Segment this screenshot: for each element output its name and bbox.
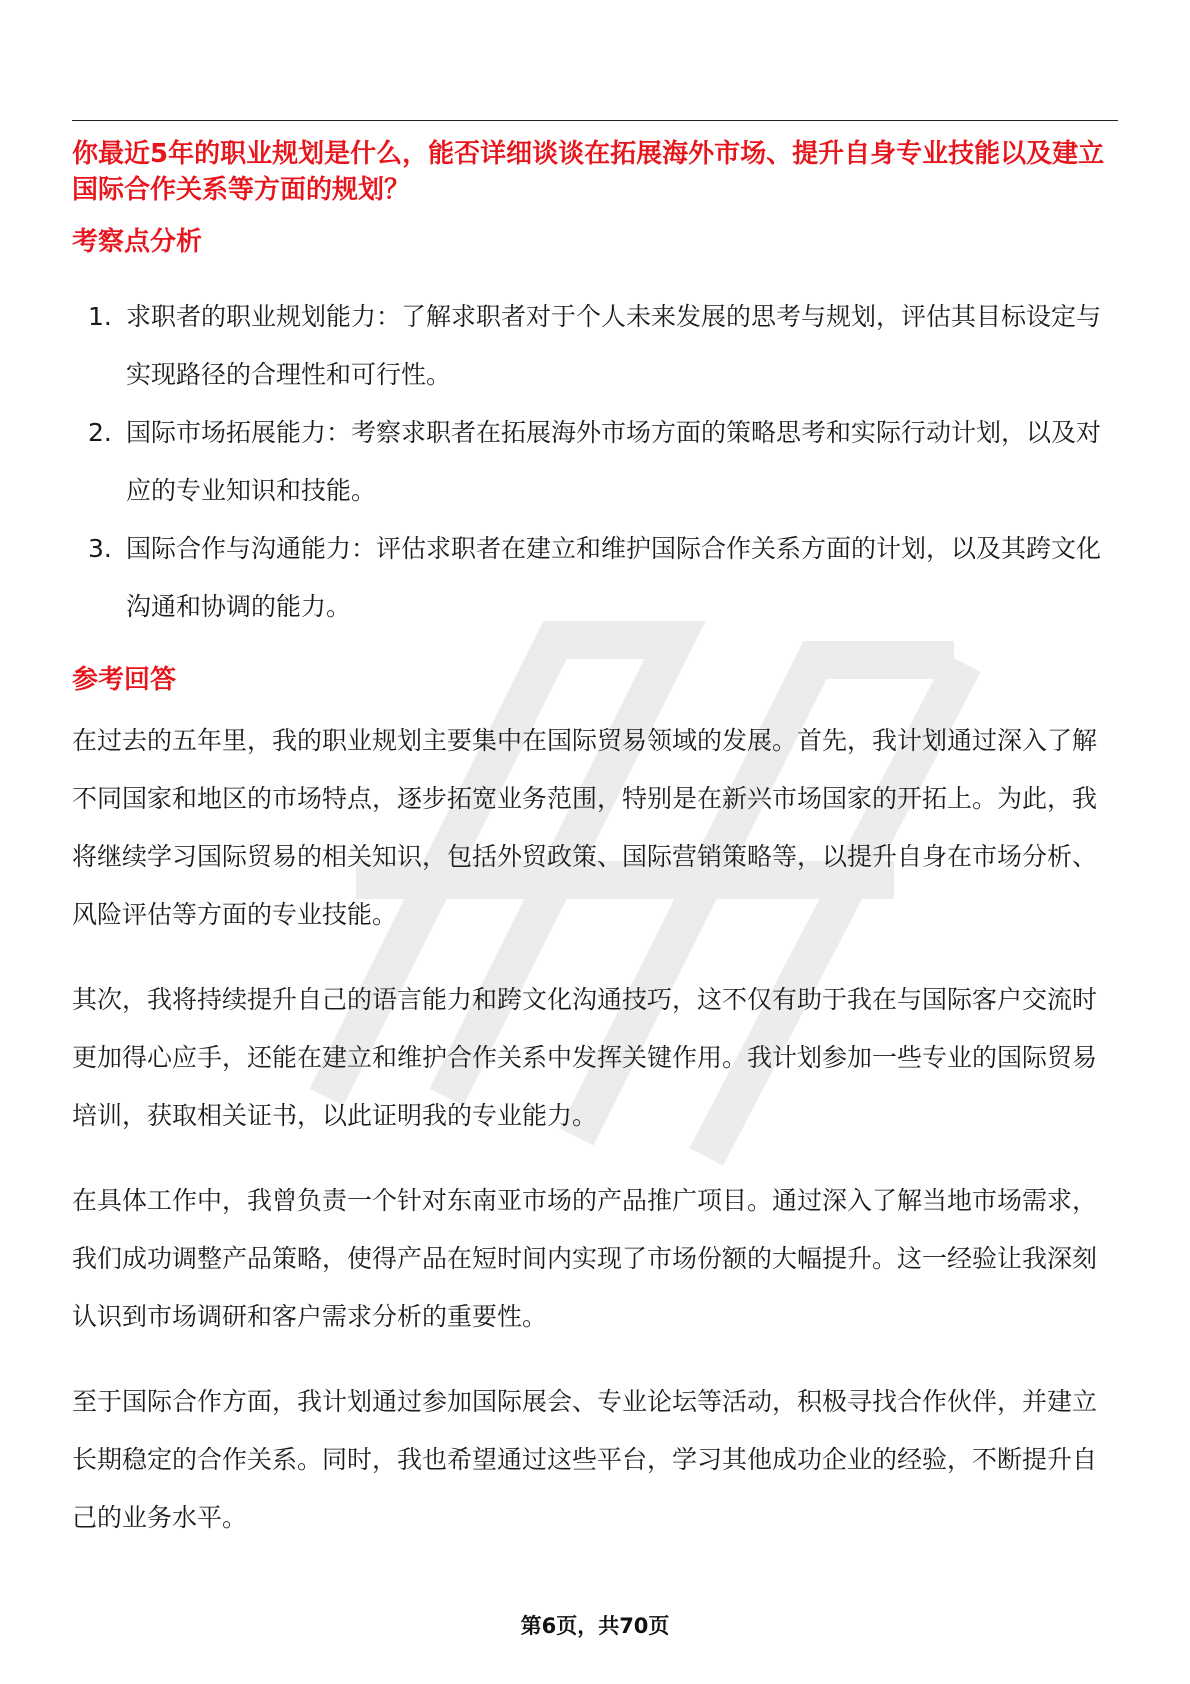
point-number: 1. [88,302,112,331]
point-text: 求职者的职业规划能力：了解求职者对于个人未来发展的思考与规划，评估其目标设定与实现路径的合理性和可行性。 [126,302,1102,389]
answer-paragraph: 在具体工作中，我曾负责一个针对东南亚市场的产品推广项目。通过深入了解当地市场需求，我们成功调整产品策略，使得产品在短时间内实现了市场份额的大幅提升。这一经验让我深刻认识到市场调研和客户需求分析的重要性。 [72,1186,1098,1331]
point-text: 国际合作与沟通能力：评估求职者在建立和维护国际合作关系方面的计划，以及其跨文化沟通和协调的能力。 [126,534,1102,621]
answer-paragraph: 在过去的五年里，我的职业规划主要集中在国际贸易领域的发展。首先，我计划通过深入了解不同国家和地区的市场特点，逐步拓宽业务范围，特别是在新兴市场国家的开拓上。为此，我将继续学习国际贸易的相关知识，包括外贸政策、国际营销策略等，以提升自身在市场分析、风险评估等方面的专业技能。 [72,726,1098,929]
question-title: 你最近5年的职业规划是什么，能否详细谈谈在拓展海外市场、提升自身专业技能以及建立国际合作关系等方面的规划？ [72,139,1105,205]
analysis-point [72,288,1118,404]
page-number-footer: 第6页，共70页 [520,1614,670,1638]
analysis-point [72,520,1118,636]
top-divider [72,120,1118,121]
analysis-heading: 考察点分析 [72,227,203,257]
point-number: 3. [88,534,112,563]
point-number: 2. [88,418,112,447]
answer-heading: 参考回答 [72,665,177,695]
analysis-list [72,288,1118,636]
point-text: 国际市场拓展能力：考察求职者在拓展海外市场方面的策略思考和实际行动计划，以及对应的专业知识和技能。 [126,418,1102,505]
answer-body [72,712,1118,1547]
page-content [72,136,1118,1547]
answer-paragraph: 至于国际合作方面，我计划通过参加国际展会、专业论坛等活动，积极寻找合作伙伴，并建立长期稳定的合作关系。同时，我也希望通过这些平台，学习其他成功企业的经验，不断提升自己的业务水平。 [72,1387,1098,1532]
answer-paragraph: 其次，我将持续提升自己的语言能力和跨文化沟通技巧，这不仅有助于我在与国际客户交流时更加得心应手，还能在建立和维护合作关系中发挥关键作用。我计划参加一些专业的国际贸易培训，获取相关证书，以此证明我的专业能力。 [72,985,1098,1130]
analysis-point [72,404,1118,520]
